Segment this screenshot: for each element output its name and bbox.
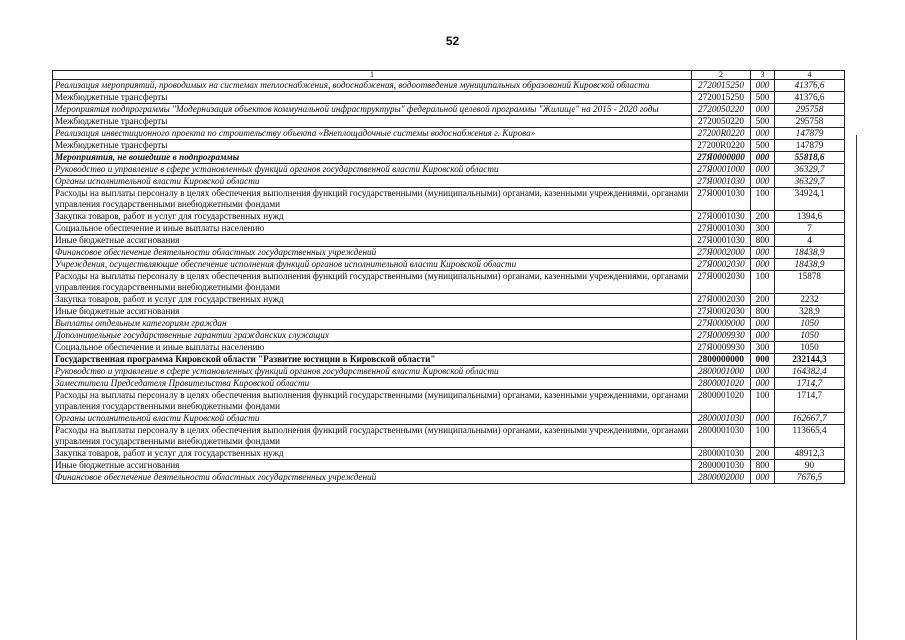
row-vr-cell: 000 bbox=[751, 164, 775, 176]
table-row bbox=[53, 211, 845, 223]
table-row bbox=[53, 448, 845, 460]
table-row bbox=[53, 164, 845, 176]
row-vr-cell: 800 bbox=[751, 460, 775, 472]
row-sum-cell: 1050 bbox=[775, 330, 845, 342]
header-row bbox=[53, 71, 845, 80]
row-code-cell: 2800001020 bbox=[692, 390, 751, 413]
row-code-cell: 2720015250 bbox=[692, 92, 751, 104]
row-vr-cell: 100 bbox=[751, 271, 775, 294]
row-name-cell: Выплаты отдельным категориям граждан bbox=[53, 318, 692, 330]
row-vr-cell: 500 bbox=[751, 140, 775, 152]
row-sum-cell: 18438,9 bbox=[775, 247, 845, 259]
row-name-cell: Финансовое обеспечение деятельности областных государственных учреждений bbox=[53, 247, 692, 259]
row-vr-cell: 000 bbox=[751, 366, 775, 378]
row-name-cell: Закупка товаров, работ и услуг для государственных нужд bbox=[53, 211, 692, 223]
row-code-cell: 2800001000 bbox=[692, 366, 751, 378]
table-row bbox=[53, 330, 845, 342]
row-code-cell: 27Я0002000 bbox=[692, 247, 751, 259]
row-name-cell: Финансовое обеспечение деятельности областных государственных учреждений bbox=[53, 472, 692, 484]
table-row bbox=[53, 140, 845, 152]
row-name-cell: Закупка товаров, работ и услуг для государственных нужд bbox=[53, 294, 692, 306]
row-vr-cell: 200 bbox=[751, 448, 775, 460]
row-name-cell: Учреждения, осуществляющие обеспечение исполнения функций органов исполнительной власти Кировской области bbox=[53, 259, 692, 271]
row-sum-cell: 34924,1 bbox=[775, 188, 845, 211]
row-sum-cell: 164382,4 bbox=[775, 366, 845, 378]
table-row bbox=[53, 366, 845, 378]
row-code-cell: 27Я0001030 bbox=[692, 235, 751, 247]
row-vr-cell: 300 bbox=[751, 342, 775, 354]
row-vr-cell: 000 bbox=[751, 80, 775, 92]
row-name-cell: Социальное обеспечение и иные выплаты населению bbox=[53, 223, 692, 235]
row-name-cell: Руководство и управление в сфере установленных функций органов государственной власти Кировской области bbox=[53, 164, 692, 176]
row-sum-cell: 36329,7 bbox=[775, 176, 845, 188]
row-vr-cell: 800 bbox=[751, 235, 775, 247]
row-vr-cell: 300 bbox=[751, 223, 775, 235]
row-code-cell: 2800002000 bbox=[692, 472, 751, 484]
table-row bbox=[53, 128, 845, 140]
row-name-cell: Государственная программа Кировской области "Развитие юстиции в Кировской области" bbox=[53, 354, 692, 366]
table-row bbox=[53, 223, 845, 235]
row-sum-cell: 1050 bbox=[775, 342, 845, 354]
header-col-name: 1 bbox=[53, 71, 692, 80]
table-row bbox=[53, 294, 845, 306]
row-sum-cell: 2232 bbox=[775, 294, 845, 306]
row-sum-cell: 36329,7 bbox=[775, 164, 845, 176]
row-vr-cell: 000 bbox=[751, 330, 775, 342]
row-name-cell: Заместители Председателя Правительства Кировской области bbox=[53, 378, 692, 390]
row-code-cell: 27Я0001030 bbox=[692, 188, 751, 211]
row-name-cell: Расходы на выплаты персоналу в целях обеспечения выполнения функций государственными (муниципальными) органами, казенными учреждениями, органами управления государственными внебюджетными фондами bbox=[53, 188, 692, 211]
row-vr-cell: 500 bbox=[751, 116, 775, 128]
table-row bbox=[53, 354, 845, 366]
row-vr-cell: 800 bbox=[751, 306, 775, 318]
table-row bbox=[53, 318, 845, 330]
table-row bbox=[53, 413, 845, 425]
row-name-cell: Социальное обеспечение и иные выплаты населению bbox=[53, 342, 692, 354]
row-name-cell: Расходы на выплаты персоналу в целях обеспечения выполнения функций государственными (муниципальными) органами, казенными учреждениями, органами управления государственными внебюджетными фондами bbox=[53, 425, 692, 448]
row-vr-cell: 000 bbox=[751, 128, 775, 140]
row-vr-cell: 000 bbox=[751, 472, 775, 484]
row-code-cell: 2800001030 bbox=[692, 448, 751, 460]
row-code-cell: 2720050220 bbox=[692, 116, 751, 128]
row-vr-cell: 100 bbox=[751, 425, 775, 448]
row-name-cell: Мероприятия подпрограммы "Модернизация объектов коммунальной инфраструктуры" федеральной целевой программы "Жилище" на 2015 - 2020 годы bbox=[53, 104, 692, 116]
row-code-cell: 27Я0001030 bbox=[692, 176, 751, 188]
row-code-cell: 27Я0001000 bbox=[692, 164, 751, 176]
row-code-cell: 27Я0001030 bbox=[692, 223, 751, 235]
table-row bbox=[53, 425, 845, 448]
row-sum-cell: 7676,5 bbox=[775, 472, 845, 484]
row-vr-cell: 100 bbox=[751, 188, 775, 211]
row-sum-cell: 295758 bbox=[775, 104, 845, 116]
table-row bbox=[53, 460, 845, 472]
row-sum-cell: 162667,7 bbox=[775, 413, 845, 425]
table-row bbox=[53, 259, 845, 271]
row-sum-cell: 4 bbox=[775, 235, 845, 247]
row-name-cell: Иные бюджетные ассигнования bbox=[53, 460, 692, 472]
row-name-cell: Реализация инвестиционного проекта по строительству объекта «Внеплощадочные системы водоснабжения г. Кирова» bbox=[53, 128, 692, 140]
row-name-cell: Иные бюджетные ассигнования bbox=[53, 235, 692, 247]
table-row bbox=[53, 271, 845, 294]
row-name-cell: Дополнительные государственные гарантии гражданских служащих bbox=[53, 330, 692, 342]
row-sum-cell: 295758 bbox=[775, 116, 845, 128]
row-code-cell: 27Я0002030 bbox=[692, 259, 751, 271]
row-name-cell: Расходы на выплаты персоналу в целях обеспечения выполнения функций государственными (муниципальными) органами, казенными учреждениями, органами управления государственными внебюджетными фондами bbox=[53, 390, 692, 413]
row-name-cell: Межбюджетные трансферты bbox=[53, 116, 692, 128]
row-code-cell: 27Я0009930 bbox=[692, 342, 751, 354]
row-vr-cell: 000 bbox=[751, 176, 775, 188]
table-row bbox=[53, 342, 845, 354]
row-name-cell: Расходы на выплаты персоналу в целях обеспечения выполнения функций государственными (муниципальными) органами, казенными учреждениями, органами управления государственными внебюджетными фондами bbox=[53, 271, 692, 294]
row-code-cell: 27200R0220 bbox=[692, 128, 751, 140]
table-row bbox=[53, 176, 845, 188]
table-row bbox=[53, 235, 845, 247]
row-sum-cell: 1050 bbox=[775, 318, 845, 330]
row-code-cell: 2800001020 bbox=[692, 378, 751, 390]
table-row bbox=[53, 306, 845, 318]
table-row bbox=[53, 116, 845, 128]
row-code-cell: 27Я0009000 bbox=[692, 318, 751, 330]
row-code-cell: 27Я0002030 bbox=[692, 306, 751, 318]
row-sum-cell: 90 bbox=[775, 460, 845, 472]
row-code-cell: 2800001030 bbox=[692, 460, 751, 472]
table-row bbox=[53, 472, 845, 484]
row-code-cell: 27200R0220 bbox=[692, 140, 751, 152]
row-code-cell: 27Я0002030 bbox=[692, 294, 751, 306]
row-sum-cell: 18438,9 bbox=[775, 259, 845, 271]
row-name-cell: Органы исполнительной власти Кировской области bbox=[53, 176, 692, 188]
row-sum-cell: 7 bbox=[775, 223, 845, 235]
row-vr-cell: 000 bbox=[751, 354, 775, 366]
row-sum-cell: 147879 bbox=[775, 140, 845, 152]
row-vr-cell: 000 bbox=[751, 318, 775, 330]
row-sum-cell: 232144,3 bbox=[775, 354, 845, 366]
row-sum-cell: 41376,6 bbox=[775, 92, 845, 104]
row-name-cell: Закупка товаров, работ и услуг для государственных нужд bbox=[53, 448, 692, 460]
row-code-cell: 27Я0000000 bbox=[692, 152, 751, 164]
row-name-cell: Руководство и управление в сфере установленных функций органов государственной власти Кировской области bbox=[53, 366, 692, 378]
row-name-cell: Реализация мероприятий, проводимых на системах теплоснабжения, водоснабжения, водоотведения муниципальных образований Кировской области bbox=[53, 80, 692, 92]
row-name-cell: Органы исполнительной власти Кировской области bbox=[53, 413, 692, 425]
table-row bbox=[53, 92, 845, 104]
row-sum-cell: 1714,7 bbox=[775, 378, 845, 390]
row-sum-cell: 147879 bbox=[775, 128, 845, 140]
row-vr-cell: 000 bbox=[751, 247, 775, 259]
row-code-cell: 2800001030 bbox=[692, 425, 751, 448]
header-col-vr: 3 bbox=[751, 71, 775, 80]
row-sum-cell: 1394,6 bbox=[775, 211, 845, 223]
header-col-sum: 4 bbox=[775, 71, 845, 80]
row-sum-cell: 15878 bbox=[775, 271, 845, 294]
row-name-cell: Иные бюджетные ассигнования bbox=[53, 306, 692, 318]
row-code-cell: 2720050220 bbox=[692, 104, 751, 116]
row-vr-cell: 000 bbox=[751, 413, 775, 425]
row-sum-cell: 328,9 bbox=[775, 306, 845, 318]
row-vr-cell: 000 bbox=[751, 259, 775, 271]
row-vr-cell: 000 bbox=[751, 152, 775, 164]
row-code-cell: 27Я0009930 bbox=[692, 330, 751, 342]
margin-rule bbox=[856, 135, 857, 640]
row-sum-cell: 113665,4 bbox=[775, 425, 845, 448]
row-vr-cell: 200 bbox=[751, 294, 775, 306]
table-row bbox=[53, 247, 845, 259]
row-vr-cell: 500 bbox=[751, 92, 775, 104]
table-row bbox=[53, 152, 845, 164]
table-row bbox=[53, 378, 845, 390]
table-row bbox=[53, 80, 845, 92]
page-number: 52 bbox=[445, 34, 460, 48]
row-name-cell: Мероприятия, не вошедшие в подпрограммы bbox=[53, 152, 692, 164]
row-vr-cell: 000 bbox=[751, 104, 775, 116]
row-code-cell: 2800000000 bbox=[692, 354, 751, 366]
table-row bbox=[53, 390, 845, 413]
row-vr-cell: 000 bbox=[751, 378, 775, 390]
table-row bbox=[53, 188, 845, 211]
row-sum-cell: 41376,6 bbox=[775, 80, 845, 92]
row-name-cell: Межбюджетные трансферты bbox=[53, 140, 692, 152]
row-code-cell: 27Я0002030 bbox=[692, 271, 751, 294]
table-row bbox=[53, 104, 845, 116]
budget-table bbox=[52, 70, 845, 484]
row-code-cell: 2800001030 bbox=[692, 413, 751, 425]
row-name-cell: Межбюджетные трансферты bbox=[53, 92, 692, 104]
row-code-cell: 27Я0001030 bbox=[692, 211, 751, 223]
row-vr-cell: 200 bbox=[751, 211, 775, 223]
row-sum-cell: 55818,6 bbox=[775, 152, 845, 164]
row-code-cell: 2720015250 bbox=[692, 80, 751, 92]
row-sum-cell: 48912,3 bbox=[775, 448, 845, 460]
header-col-code: 2 bbox=[692, 71, 751, 80]
row-vr-cell: 100 bbox=[751, 390, 775, 413]
row-sum-cell: 1714,7 bbox=[775, 390, 845, 413]
